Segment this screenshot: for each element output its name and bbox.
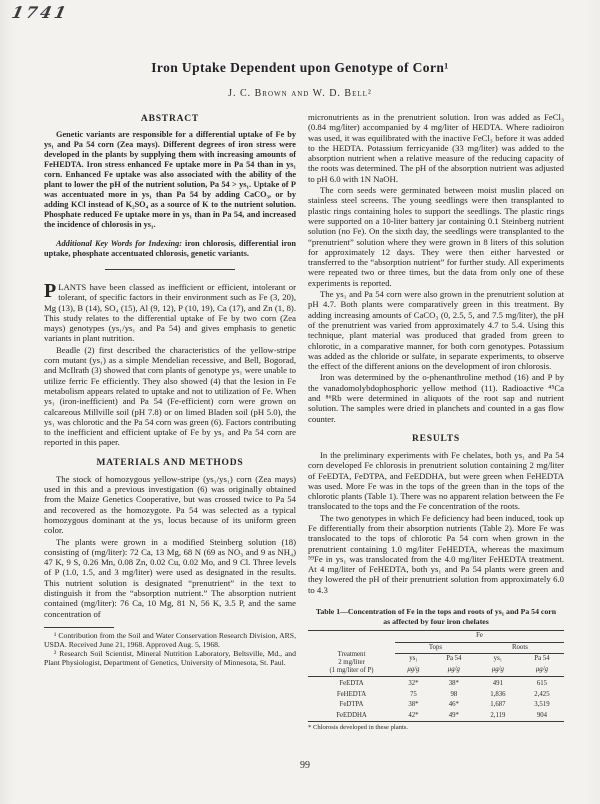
intro-paragraph-1-text: LANTS have been classed as inefficient or efficient, intolerant or tolerant, of specific factors in their environment such as Fe (3, 20), Mg (13), B (14), SO₄ (15), Al (9, 12), P (10, 19), Ca (17), and Zn (1, 8). This study relates to the differential uptake of Fe by two corn (Zea mays) genotypes (ys₁/ys₁ and Pa 54) and gives emphasis to genetic variants in plant nutrition. — [44, 282, 296, 344]
left-column — [44, 112, 296, 731]
right-paragraph-3: The ys₁ and Pa 54 corn were also grown in the prenutrient solution at pH 4.7. Both plants were comparatively green in this treatment. By adding increasing amounts of CaCO₃ (0, 2.5, 5, and 7.5 mg/liter), the pH of the prenutrient was varied from approximately 4.7 to 5.4. Using this technique, plant material was produced that graded from green to chlorotic, in a comparative manner, for both corn genotypes. Potassium was added as the chloride or sulfate, in separate experiments, to observe the effect of the different anions on the development of iron chlorosis. — [308, 289, 564, 372]
table1-row1-val3: 2,425 — [534, 690, 550, 698]
abstract-body: Genetic variants are responsible for a differential uptake of Fe by ys₁ and Pa 54 corn (Zea mays). Different degrees of iron stress were developed in the plants by supplying them with increasing amounts of FeHEDTA. Iron stress enhanced Fe uptake more in Pa 54 than in ys₁ corn. Enhanced Fe uptake was also associated with the ability of the plant to lower the pH of the nutrient solution, Pa 54 > ys₁. Uptake of P was accentuated more in ys₁ than Pa 54 by adding CaCO₃, or by adding KCl instead of K₂SO₄ as a source of K to the nutrient solution. Phosphate reduced Fe uptake more in ys₁ than in Pa 54, and increased the incidence of chlorosis in ys₁. — [44, 130, 296, 229]
table1-row3-treatment: FeEDDHA — [336, 711, 367, 719]
table1-row1-treatment: FeHEDTA — [336, 690, 367, 698]
table1-footnote: * Chlorosis developed in these plants. — [308, 724, 408, 732]
drop-cap: P — [44, 280, 57, 302]
table1-fe-header: Fe — [395, 631, 564, 643]
abstract-keywords — [44, 239, 296, 259]
table1-row2-val0: 38* — [408, 701, 419, 709]
table-row — [308, 677, 564, 690]
table1-row3-val1: 49* — [448, 711, 459, 719]
footnote-1: ¹ Contribution from the Soil and Water Conservation Research Division, ARS, USDA. Received June 21, 1968. Approved Aug. 5, 1968. — [44, 630, 296, 649]
table1-row3-val3: 904 — [536, 711, 548, 719]
table1-group-tops: Tops — [395, 642, 476, 654]
table1-row1-val0: 75 — [410, 690, 417, 698]
treatment-header-line1: Treatment — [337, 651, 366, 659]
table1-row0-val0: 32* — [408, 680, 419, 688]
table1-unit-3: μg/g — [476, 665, 520, 677]
keywords-text: iron chlorosis, differential iron uptake, phosphate accentuated chlorosis, genetic variants. — [44, 239, 296, 258]
table1-row2-treatment: FeDTPA — [339, 701, 364, 709]
paper-authors: J. C. Brown and W. D. Bell² — [228, 88, 372, 99]
table1-row1-val1: 98 — [450, 690, 458, 698]
handwritten-annotation: 1741 — [9, 3, 71, 22]
methods-paragraph-1: The stock of homozygous yellow-stripe (ys₁/ys₁) corn (Zea mays) used in this and a previous investigation (6) was originally obtained from the Maize Genetics Cooperative, but was crossed twice to Pa 54 and recovered as the homozygote. Pa 54 was selected as a typical homozygous dominant at the ys₁ locus because of its uniform green color. — [44, 473, 296, 536]
footnotes-section — [44, 627, 296, 667]
methods-continued-section — [308, 112, 564, 424]
table1-row3-val2: 2,119 — [490, 711, 506, 719]
paper-title: Iron Uptake Dependent upon Genotype of Corn¹ — [151, 60, 449, 75]
intro-paragraph-1 — [44, 282, 296, 344]
two-column-layout — [44, 112, 564, 731]
methods-heading: MATERIALS AND METHODS — [96, 457, 244, 468]
table1-row0-val3: 615 — [536, 680, 548, 688]
table1-subcol-roots-pa54: Pa 54 — [534, 655, 550, 663]
keywords-label: Additional Key Words for Indexing: — [56, 239, 183, 248]
results-section — [308, 450, 564, 595]
abstract-section — [44, 130, 296, 259]
table1-caption: Table 1—Concentration of Fe in the tops and roots of ys₁ and Pa 54 corn as affected by four iron chelates — [315, 607, 557, 626]
table1-group-roots: Roots — [476, 642, 564, 654]
table1-subcol-tops-ys1: ys₁ — [409, 655, 418, 663]
page-number: 99 — [300, 760, 310, 771]
table1-row2-val1: 46* — [448, 701, 459, 709]
table1-row3-val0: 42* — [408, 711, 419, 719]
treatment-header-line3: (1 mg/liter of P) — [329, 667, 374, 675]
section-divider — [105, 269, 235, 270]
table1-unit-2: μg/g — [432, 665, 476, 677]
results-paragraph-2: The two genotypes in which Fe deficiency had been induced, took up Fe differentially from their absorption nutrients (Table 2). More Fe was translocated to the tops of chlorotic Pa 54 corn when grown in the prenutrient containing 1.0 mg/liter FeHEDTA, whereas the maximum ⁵⁹Fe in ys₁ was translocated from the 4.0 mg/liter FeHEDTA treatment. At 4 mg/liter of FeHEDTA, both ys₁ and Pa 54 plants were green and they lowered the pH of their prenutrient solution from approximately 6.0 to 4.3 — [308, 512, 564, 595]
abstract-heading: ABSTRACT — [140, 114, 200, 124]
footnote-rule — [44, 627, 114, 628]
results-paragraph-1: In the preliminary experiments with Fe chelates, both ys₁ and Pa 54 corn developed Fe chlorosis in prenutrient solution containing 2 mg/liter of FeEDTA, FeDTPA, and FeEDDHA, but were green when FeHEDTA was used. More Fe was in the tops of the green than in the tops of the chlorotic plants (Table 1). There was no apparent relation between the Fe translocated to the tops and the Fe concentration of the roots. — [308, 449, 564, 512]
table1-row0-val2: 491 — [492, 680, 503, 688]
table1-unit-4: μg/g — [520, 665, 564, 677]
intro-paragraph-2: Beadle (2) first described the characteristics of the yellow-stripe corn mutant (ys₁) as a simple Mendelian recessive, and Bell, Bogorad, and McIlrath (3) showed that corn plants of genotype ys₁ were unable to utilize ferric Fe efficiently. They also showed (4) that the lesion in Fe metabolism appears related to uptake and not to utilization of Fe. When ys₁ (iron-inefficient) and Pa 54 (Fe-efficient) corn were grown on calcareous Millville soil (pH 7.8) or on limed Bladen soil (pH 5.0), the ys₁ was chlorotic and the Pa 54 corn was green (6). Factors contributing to the inefficient and efficient uptake of Fe by ys₁ and Pa 54 corn are reported in this paper. — [44, 344, 296, 448]
treatment-header-line2: 2 mg/liter — [338, 659, 365, 667]
table1-row1-val2: 1,836 — [490, 690, 506, 698]
table-row — [308, 690, 564, 701]
table1 — [308, 630, 564, 722]
methods-section — [44, 474, 296, 619]
right-column — [308, 112, 564, 731]
table1-treatment-header — [308, 631, 395, 677]
table-row — [308, 711, 564, 722]
table1-row2-val3: 3,519 — [534, 701, 550, 709]
table1-row0-treatment: FeEDTA — [339, 680, 364, 688]
table1-unit-1: μg/g — [395, 665, 432, 677]
table1-row0-val1: 38* — [448, 680, 459, 688]
table1-subcol-tops-pa54: Pa 54 — [446, 655, 462, 663]
methods-paragraph-2: The plants were grown in a modified Steinberg solution (18) consisting of (mg/liter): 72 Ca, 13 Mg, 68 N (69 as NO₃ and 9 as NH₄) 47 K, 9 S, 0.26 Mn, 0.08 Zn, 0.02 Cu, 0.02 Mo, and 9 Cl. Three levels of P (1.0, 1.5, and 3 mg/liter) were used as designated in the results. This nutrient solution is designated “prenutrient” in the text to distinguish it from the “absorption nutrient.” The absorption nutrient contained (mg/liter): 76 Ca, 10 Mg, 81 N, 56 K, 3.5 P, and the same concentration of — [44, 536, 296, 619]
introduction-section — [44, 282, 296, 448]
table-row — [308, 700, 564, 711]
results-heading: RESULTS — [411, 433, 461, 444]
table1-row2-val2: 1,687 — [490, 701, 506, 709]
right-paragraph-1: micronutrients as in the prenutrient solution. Iron was added as FeCl₃ (0.84 mg/liter) accompanied by 4 mg/liter of HEDTA. Where radioiron was used, it was equilibrated with the inactive FeCl₃ before it was added to the HEDTA. Potassium ferricyanide (33 mg/liter) was added to the absorption nutrient when a relative measure of the reducing capacity of the roots was determined. The pH of the absorption nutrient was adjusted to pH 6.0 with 1N NaOH. — [308, 112, 564, 184]
right-paragraph-2: The corn seeds were germinated between moist muslin placed on stainless steel screens. The young seedlings were then transplanted to plastic rings containing holes to support the seedlings. The plastic rings were supported on a 10-liter battery jar containing 0.1 Steinberg nutrient solution (no Fe). On the sixth day, the seedlings were transplanted to the “prenutrient” solution where they were grown in 8 liters of this solution for approximately 12 days. They were then either harvested or transferred to the “absorption nutrient” for further study. All experiments were repeated two or three times, but the data from only one of these experiments is reported. — [308, 185, 564, 288]
right-paragraph-4: Iron was determined by the o-phenanthroline method (16) and P by the vanadomolybdophosphoric yellow method (11). Radioactive ⁴⁵Ca and ⁸⁶Rb were determined in aliquots of the root sap and nutrient solution. The samples were dried in planchets and counted in a gas flow counter. — [308, 372, 564, 424]
footnote-2: ² Research Soil Scientist, Mineral Nutrition Laboratory, Beltsville, Md., and Plant Physiologist, Department of Genetics, University of Minnesota, St. Paul. — [44, 648, 296, 667]
table1-subcol-roots-ys1: ys₁ — [493, 655, 503, 663]
